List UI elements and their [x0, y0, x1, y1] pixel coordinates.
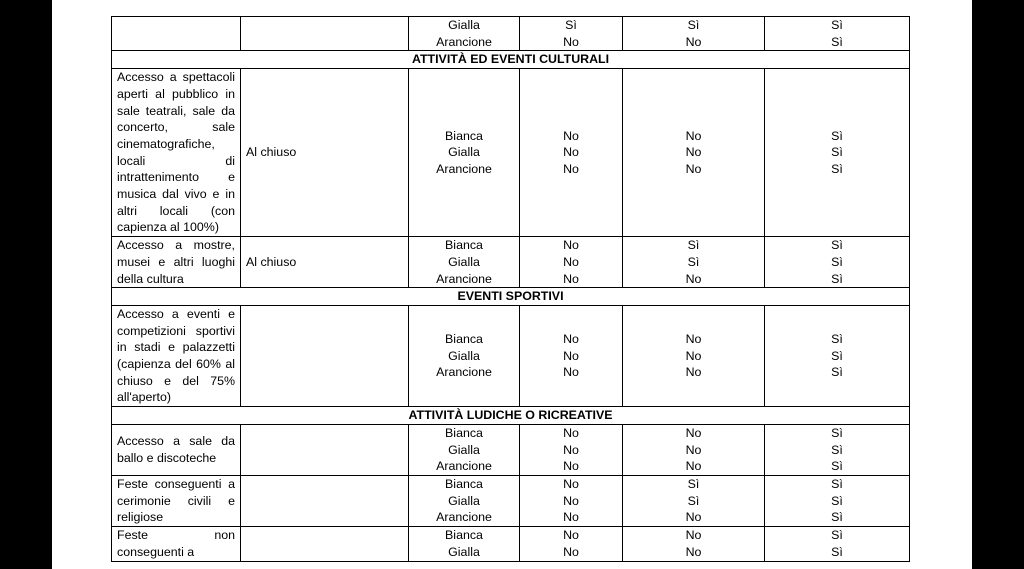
value-cell: [623, 17, 765, 51]
zone-label: Bianca: [445, 476, 483, 491]
value-text: Sì: [831, 365, 843, 380]
value-text: No: [685, 425, 702, 440]
table-row: [112, 527, 910, 561]
value-text: Sì: [831, 476, 843, 491]
zone-label: Bianca: [445, 128, 483, 143]
value-text: Sì: [687, 238, 700, 253]
zone-label: Arancione: [436, 161, 492, 176]
value-text: No: [563, 34, 579, 49]
value-text: No: [563, 528, 579, 543]
value-text: No: [563, 332, 579, 346]
zone-label: Gialla: [448, 18, 480, 32]
location-cell: [241, 527, 409, 561]
zone-cell: [409, 527, 520, 561]
table-row: [112, 424, 910, 475]
zone-label: Bianca: [445, 238, 483, 253]
zone-label: Gialla: [448, 254, 480, 269]
value-cell: [623, 69, 765, 237]
value-cell: [765, 305, 910, 406]
value-text: No: [563, 365, 579, 380]
value-text: Sì: [831, 544, 843, 559]
zone-label: Gialla: [448, 544, 480, 559]
activity-cell: Accesso a sale da ballo e discoteche: [112, 424, 241, 475]
value-cell: [623, 237, 765, 288]
zone-label: Arancione: [436, 365, 492, 380]
section-title-ludiche: ATTIVITÀ LUDICHE O RICREATIVE: [112, 407, 910, 425]
location-cell: [241, 424, 409, 475]
table-row: [112, 305, 910, 406]
value-text: Sì: [565, 18, 577, 32]
value-text: No: [563, 271, 579, 286]
value-cell: [765, 69, 910, 237]
document-page: [52, 0, 972, 569]
location-cell: Al chiuso: [241, 237, 409, 288]
zone-cell: [409, 424, 520, 475]
location-cell: Al chiuso: [241, 69, 409, 237]
value-text: No: [685, 332, 702, 346]
zone-label: Arancione: [436, 510, 492, 525]
value-text: No: [563, 145, 579, 160]
table-row: [112, 475, 910, 526]
value-text: Sì: [831, 271, 843, 286]
value-cell: [520, 424, 623, 475]
value-text: No: [685, 459, 702, 474]
value-cell: [623, 527, 765, 561]
location-cell: [241, 475, 409, 526]
value-text: No: [563, 459, 579, 474]
value-text: Sì: [831, 459, 843, 474]
activity-cell: Accesso a mostre, musei e altri luoghi della cultura: [112, 237, 241, 288]
value-cell: [520, 305, 623, 406]
value-text: Sì: [687, 254, 700, 269]
value-text: No: [563, 238, 579, 253]
value-text: No: [563, 476, 579, 491]
activity-cell: Accesso a spettacoli aperti al pubblico in sale teatrali, sale da concerto, sale cinematografiche, locali di intrattenimento e musica dal vivo e in altri locali (con capienza al 100%): [112, 69, 241, 237]
section-header-row: [112, 288, 910, 306]
value-cell: [520, 69, 623, 237]
value-text: Sì: [831, 528, 843, 543]
zone-label: Gialla: [448, 348, 480, 363]
value-text: No: [685, 271, 702, 286]
zone-label: Bianca: [445, 332, 483, 346]
value-text: No: [685, 128, 702, 143]
section-title-sport: EVENTI SPORTIVI: [112, 288, 910, 306]
value-cell: [520, 527, 623, 561]
value-text: Sì: [831, 510, 843, 525]
zone-label: Arancione: [436, 34, 492, 49]
table-row: [112, 69, 910, 237]
value-text: No: [685, 510, 702, 525]
value-text: No: [685, 161, 702, 176]
location-cell: [241, 305, 409, 406]
location-cell: [241, 17, 409, 51]
value-text: Sì: [831, 34, 843, 49]
value-text: Sì: [687, 493, 700, 508]
value-text: No: [563, 510, 579, 525]
zone-label: Bianca: [445, 425, 483, 440]
value-cell: [520, 17, 623, 51]
value-text: Sì: [687, 18, 700, 32]
section-title-cultural: ATTIVITÀ ED EVENTI CULTURALI: [112, 51, 910, 69]
table-row: [112, 237, 910, 288]
section-header-row: [112, 407, 910, 425]
zone-label: Arancione: [436, 271, 492, 286]
value-text: Sì: [831, 161, 843, 176]
value-text: Sì: [831, 238, 843, 253]
value-cell: [765, 527, 910, 561]
value-text: Sì: [831, 18, 843, 32]
value-text: No: [685, 365, 702, 380]
value-text: No: [685, 34, 702, 49]
zone-cell: [409, 237, 520, 288]
value-text: Sì: [831, 425, 843, 440]
rules-table: [111, 16, 910, 562]
zone-cell: [409, 475, 520, 526]
value-cell: [623, 475, 765, 526]
value-text: No: [563, 493, 579, 508]
value-cell: [765, 17, 910, 51]
zone-cell: [409, 305, 520, 406]
value-text: Sì: [687, 476, 700, 491]
value-text: Sì: [831, 128, 843, 143]
zone-label: Gialla: [448, 493, 480, 508]
value-text: No: [563, 128, 579, 143]
value-text: Sì: [831, 348, 843, 363]
value-text: No: [563, 348, 579, 363]
zone-label: Gialla: [448, 145, 480, 160]
value-text: No: [685, 442, 702, 457]
value-text: Sì: [831, 493, 843, 508]
activity-cell: Feste conseguenti a cerimonie civili e religiose: [112, 475, 241, 526]
value-text: Sì: [831, 254, 843, 269]
zone-label: Gialla: [448, 442, 480, 457]
value-text: Sì: [831, 442, 843, 457]
value-cell: [520, 237, 623, 288]
value-text: Sì: [831, 145, 843, 160]
activity-cell: Feste non conseguenti a: [112, 527, 241, 561]
value-text: Sì: [831, 332, 843, 346]
value-cell: [623, 305, 765, 406]
value-text: No: [563, 442, 579, 457]
zone-label: Arancione: [436, 459, 492, 474]
zone-label: Bianca: [445, 528, 483, 543]
value-text: No: [563, 425, 579, 440]
value-text: No: [563, 254, 579, 269]
value-text: No: [563, 161, 579, 176]
value-cell: [765, 237, 910, 288]
value-cell: [623, 424, 765, 475]
zone-cell: [409, 17, 520, 51]
zone-cell: [409, 69, 520, 237]
value-cell: [765, 475, 910, 526]
table-row: [112, 17, 910, 51]
activity-cell: Accesso a eventi e competizioni sportivi in stadi e palazzetti (capienza del 60% al chiuso e del 75% all'aperto): [112, 305, 241, 406]
section-header-row: [112, 51, 910, 69]
value-text: No: [563, 544, 579, 559]
value-text: No: [685, 544, 702, 559]
activity-cell: [112, 17, 241, 51]
value-cell: [765, 424, 910, 475]
value-cell: [520, 475, 623, 526]
value-text: No: [685, 348, 702, 363]
value-text: No: [685, 145, 702, 160]
value-text: No: [685, 528, 702, 543]
